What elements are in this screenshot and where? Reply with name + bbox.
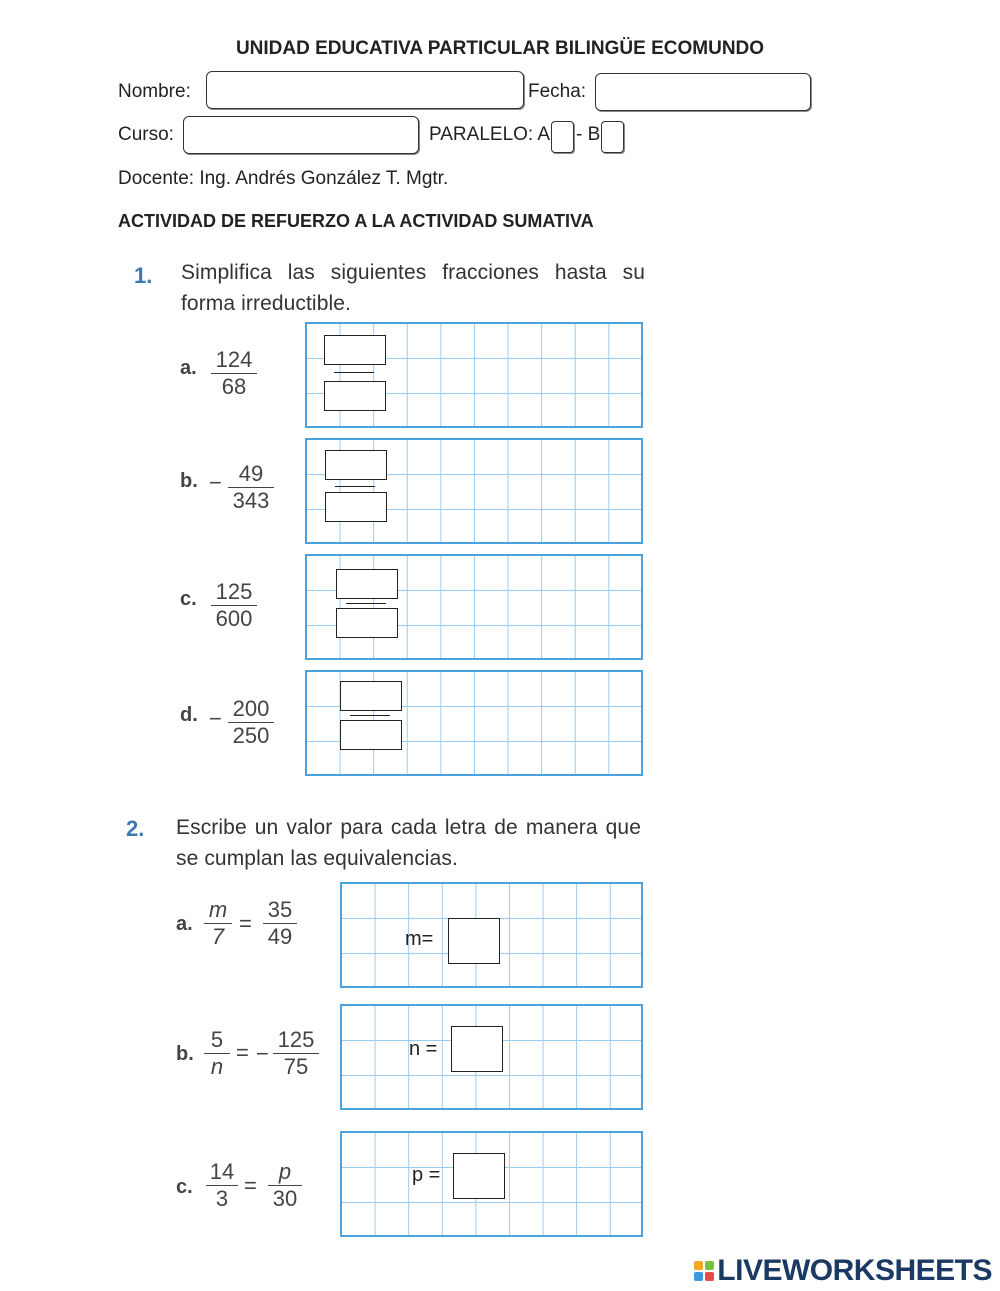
q1d-numerator-input[interactable] xyxy=(340,681,402,711)
q2c-right-fraction xyxy=(268,1160,302,1211)
name-label: Nombre: xyxy=(118,81,191,102)
numerator: 35 xyxy=(267,897,293,922)
q1-item-label: c. xyxy=(180,588,197,610)
course-label: Curso: xyxy=(118,124,174,145)
denominator: n xyxy=(210,1054,224,1079)
numerator: 5 xyxy=(210,1027,224,1052)
minus-sign: − xyxy=(209,470,222,495)
q2b-left-fraction xyxy=(204,1028,230,1079)
q2-number: 2. xyxy=(126,816,145,841)
q1c-denominator-input[interactable] xyxy=(336,608,398,638)
parallel-separator: - B xyxy=(576,124,601,145)
q1-item-label: b. xyxy=(180,470,198,492)
q2-instruction-line2: se cumplan las equivalencias. xyxy=(176,847,458,870)
numerator: 125 xyxy=(215,579,253,604)
q1a-denominator-input[interactable] xyxy=(324,381,386,411)
q2c-left-fraction xyxy=(206,1160,238,1211)
q2-item-label: b. xyxy=(176,1043,194,1065)
equals-sign: = xyxy=(239,911,252,936)
answer-label-p: p = xyxy=(412,1164,441,1186)
date-label: Fecha: xyxy=(528,81,587,102)
n-answer-input[interactable] xyxy=(451,1026,503,1072)
numerator: p xyxy=(278,1159,292,1184)
q1-item-label: d. xyxy=(180,704,198,726)
q1-fraction-a xyxy=(211,348,257,399)
q2-instruction-line1: Escribe un valor para cada letra de manera que xyxy=(176,816,641,839)
denominator: 68 xyxy=(221,374,247,399)
denominator: 30 xyxy=(272,1186,298,1211)
school-title: UNIDAD EDUCATIVA PARTICULAR BILINGÜE ECOMUNDO xyxy=(235,38,765,59)
equals-sign: = xyxy=(244,1173,257,1198)
numerator: 200 xyxy=(232,696,270,721)
q2-item-label: c. xyxy=(176,1176,193,1198)
numerator: 124 xyxy=(215,347,253,372)
q1a-numerator-input[interactable] xyxy=(324,335,386,365)
q1-item-label: a. xyxy=(180,357,197,379)
q1-number: 1. xyxy=(134,263,153,288)
parallel-a-checkbox[interactable] xyxy=(551,121,574,153)
name-field[interactable] xyxy=(206,71,524,109)
numerator: 125 xyxy=(277,1027,315,1052)
q1b-denominator-input[interactable] xyxy=(325,492,387,522)
answer-label-n: n = xyxy=(409,1038,438,1060)
q1-fraction-b xyxy=(228,462,274,513)
liveworksheets-brand[interactable] xyxy=(694,1254,992,1288)
q1-instruction-line1: Simplifica las siguientes fracciones hasta su xyxy=(181,261,645,284)
q1b-numerator-input[interactable] xyxy=(325,450,387,480)
liveworksheets-logo-icon xyxy=(694,1261,714,1281)
minus-sign: − xyxy=(209,706,222,731)
equals-sign: = xyxy=(236,1040,249,1065)
q1-fraction-c xyxy=(211,580,257,631)
minus-sign: − xyxy=(256,1041,269,1066)
denominator: 75 xyxy=(283,1054,309,1079)
denominator: 7 xyxy=(211,924,225,949)
answer-bar xyxy=(346,603,386,604)
q2-item-label: a. xyxy=(176,913,193,935)
denominator: 250 xyxy=(232,723,270,748)
numerator: m xyxy=(208,897,228,922)
numerator: 49 xyxy=(238,461,264,486)
logo-square xyxy=(705,1261,714,1270)
numerator: 14 xyxy=(209,1159,235,1184)
answer-bar xyxy=(350,715,390,716)
q2a-right-fraction xyxy=(263,898,297,949)
logo-square xyxy=(705,1272,714,1281)
logo-square xyxy=(694,1272,703,1281)
teacher-line: Docente: Ing. Andrés González T. Mgtr. xyxy=(118,168,449,189)
denominator: 3 xyxy=(215,1186,229,1211)
answer-bar xyxy=(335,486,375,487)
m-answer-input[interactable] xyxy=(448,918,500,964)
q1-instruction-line2: forma irreductible. xyxy=(181,292,351,315)
parallel-b-checkbox[interactable] xyxy=(601,121,624,153)
denominator: 49 xyxy=(267,924,293,949)
q1-fraction-d xyxy=(228,697,274,748)
q1d-denominator-input[interactable] xyxy=(340,720,402,750)
parallel-label: PARALELO: A xyxy=(429,124,551,145)
q2a-left-fraction xyxy=(204,898,232,949)
denominator: 343 xyxy=(232,488,270,513)
date-field[interactable] xyxy=(595,73,811,111)
answer-label-m: m= xyxy=(405,928,434,950)
course-field[interactable] xyxy=(183,116,419,154)
q1-instruction xyxy=(181,257,645,319)
logo-square xyxy=(694,1261,703,1270)
q1c-numerator-input[interactable] xyxy=(336,569,398,599)
p-answer-input[interactable] xyxy=(453,1153,505,1199)
brand-text: LIVEWORKSHEETS xyxy=(717,1254,992,1287)
answer-bar xyxy=(334,372,374,373)
q2-instruction xyxy=(176,812,641,874)
q2b-right-fraction xyxy=(273,1028,319,1079)
denominator: 600 xyxy=(215,606,253,631)
activity-title: ACTIVIDAD DE REFUERZO A LA ACTIVIDAD SUMATIVA xyxy=(118,211,594,231)
